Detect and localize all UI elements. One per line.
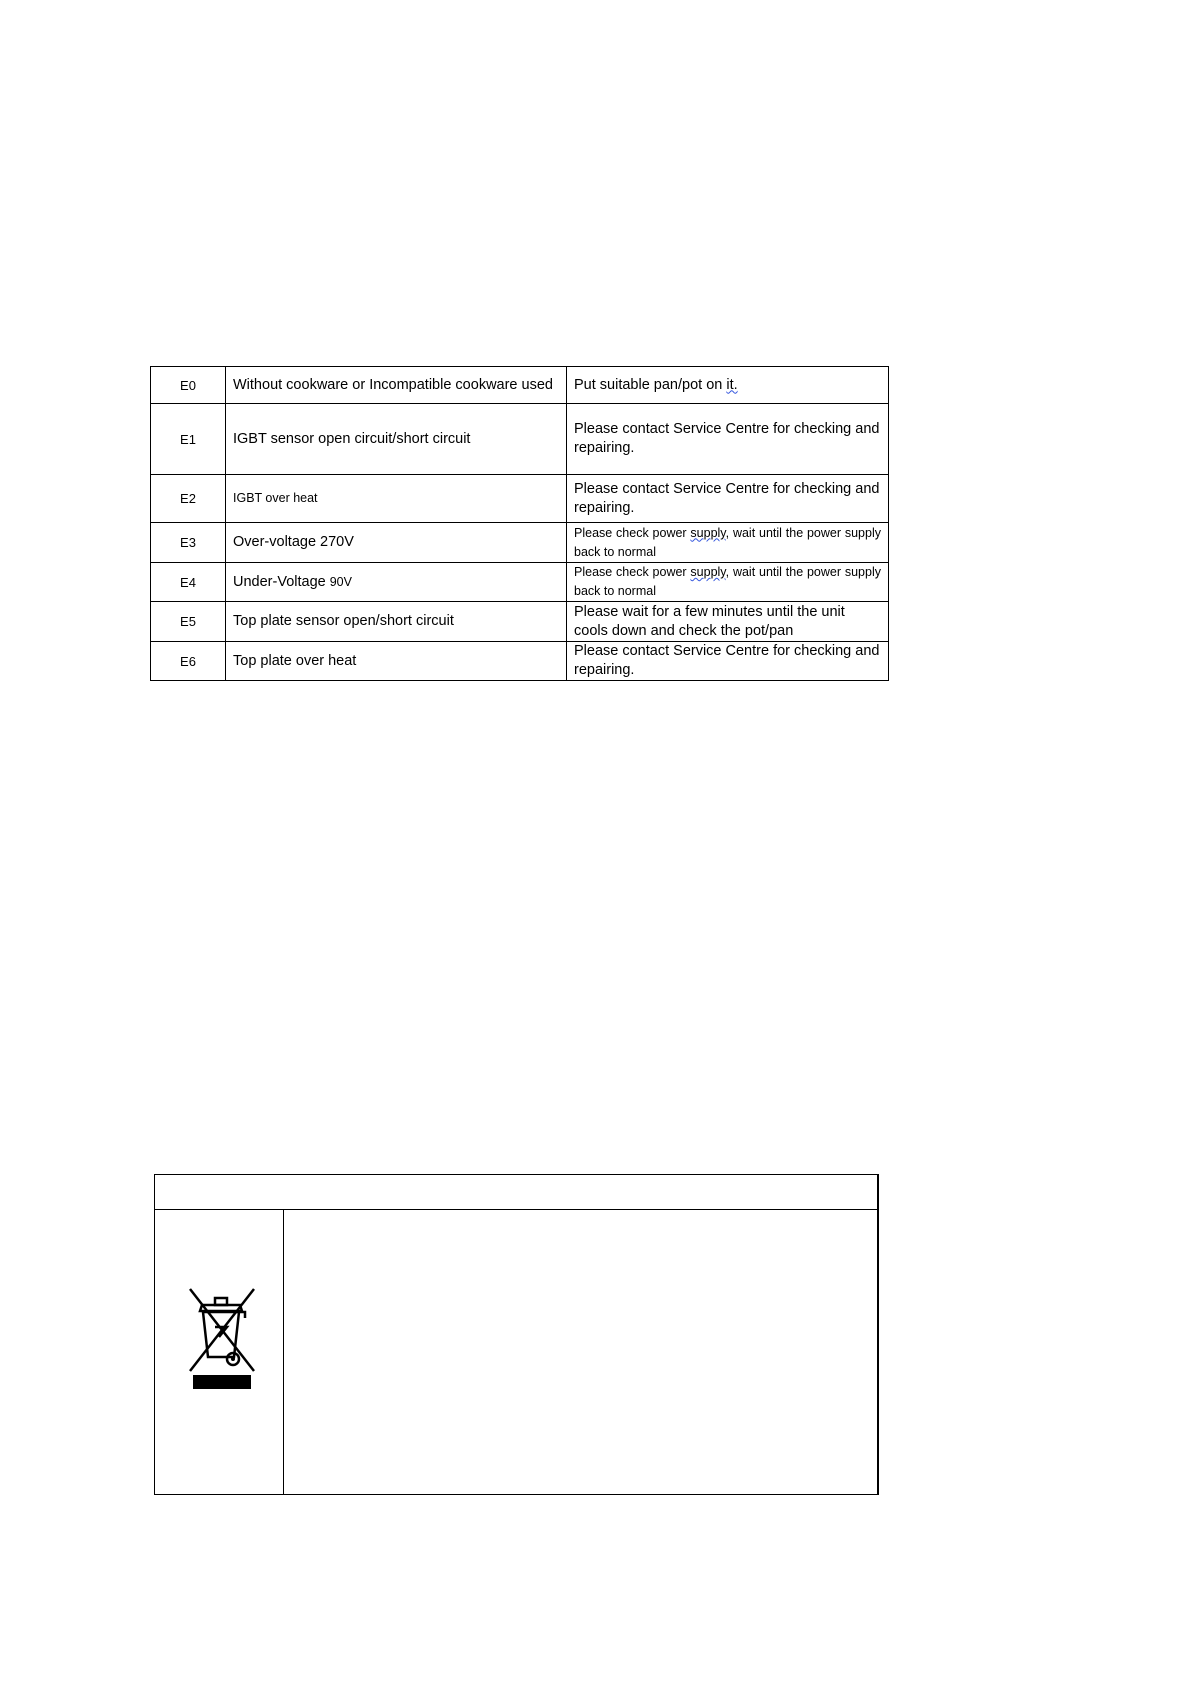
spellcheck-word: it. — [726, 376, 738, 393]
weee-header — [155, 1175, 877, 1210]
remedy — [567, 563, 889, 602]
table-row — [151, 523, 889, 563]
table-row — [151, 475, 889, 523]
fault-description: IGBT sensor open circuit/short circuit — [226, 404, 567, 475]
spellcheck-word: supply — [690, 565, 726, 579]
table-row — [151, 404, 889, 475]
fault-description: Over-voltage 270V — [226, 523, 567, 563]
fault-description: Top plate sensor open/short circuit — [226, 602, 567, 642]
remedy-text: Put suitable pan/pot on — [574, 376, 727, 393]
table-row — [151, 563, 889, 602]
error-code: E6 — [151, 642, 226, 681]
remedy: Please contact Service Centre for checking and repairing. — [567, 642, 889, 681]
fault-description — [226, 563, 567, 602]
remedy — [567, 523, 889, 563]
table-row — [151, 367, 889, 404]
error-code-table — [150, 366, 889, 681]
error-code: E2 — [151, 475, 226, 523]
fault-description: Top plate over heat — [226, 642, 567, 681]
remedy: Please contact Service Centre for checking and repairing. — [567, 404, 889, 475]
error-code: E4 — [151, 563, 226, 602]
remedy-text: , wait until the power supply back to normal — [574, 565, 881, 598]
fault-description: Without cookware or Incompatible cookware used — [226, 367, 567, 404]
remedy — [567, 367, 889, 404]
error-code: E1 — [151, 404, 226, 475]
error-code: E3 — [151, 523, 226, 563]
table-row — [151, 602, 889, 642]
weee-disposal-box — [154, 1174, 879, 1495]
crossed-out-wheelie-bin-icon — [186, 1285, 260, 1389]
remedy-text: , wait until the power supply back to normal — [574, 525, 881, 559]
weee-text-cell — [284, 1210, 877, 1494]
remedy: Please wait for a few minutes until the unit cools down and check the pot/pan — [567, 602, 889, 642]
spellcheck-word: supply — [690, 525, 726, 540]
error-code: E0 — [151, 367, 226, 404]
remedy: Please contact Service Centre for checking and repairing. — [567, 475, 889, 523]
error-code: E5 — [151, 602, 226, 642]
remedy-text: Please check power — [574, 565, 691, 579]
fault-text: Under-Voltage — [233, 573, 330, 590]
remedy-text: Please check power — [574, 525, 691, 540]
fault-value: 90V — [329, 574, 352, 589]
fault-description: IGBT over heat — [226, 475, 567, 523]
table-row — [151, 642, 889, 681]
